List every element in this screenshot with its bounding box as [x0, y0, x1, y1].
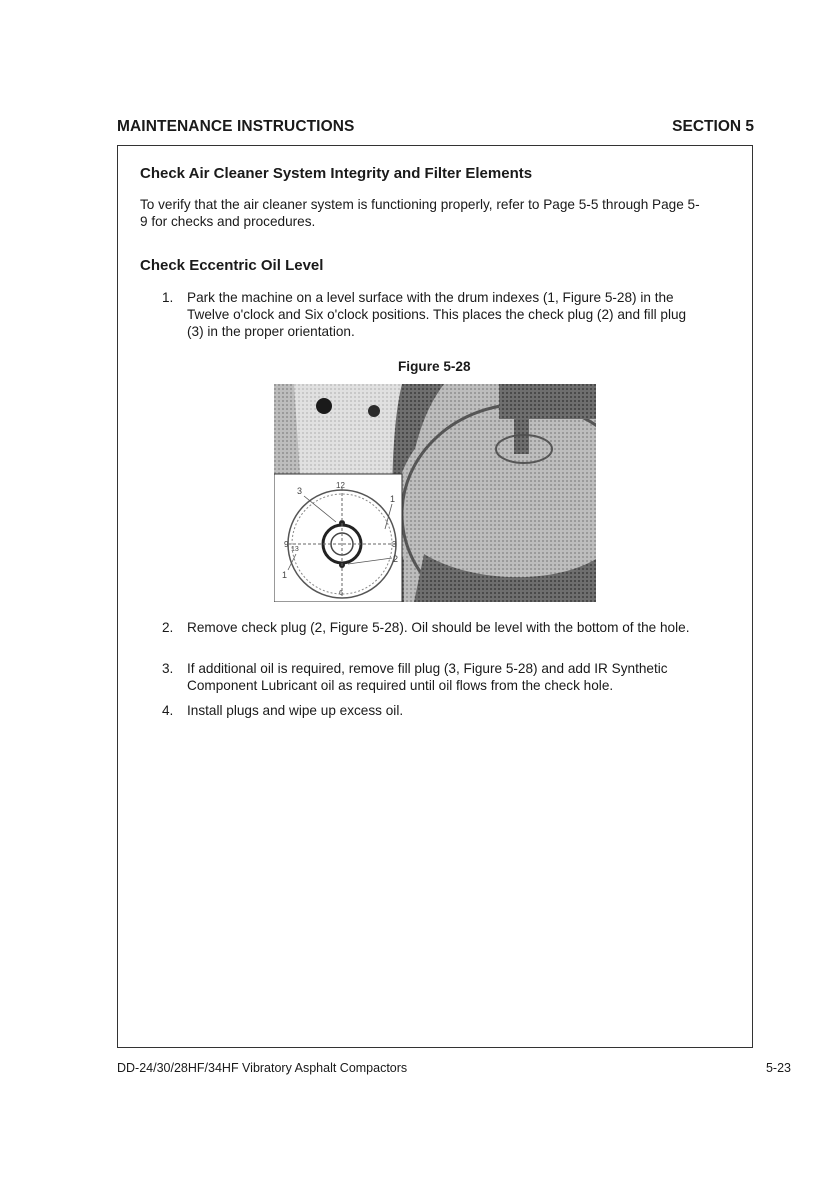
step-text: Park the machine on a level surface with the drum indexes (1, Figure 5-28) in the Twelve o'clock and Six o'clock positions. This places the check plug (2) and fill plug (3) in the proper orientation.	[187, 290, 687, 339]
step-text: If additional oil is required, remove fill plug (3, Figure 5-28) and add IR Synthetic Component Lubricant oil as required until oil flows from the check hole.	[187, 661, 668, 693]
footer-page-number: 5-23	[765, 1061, 791, 1075]
diagram-label-9: 9	[284, 540, 289, 549]
header-title: MAINTENANCE INSTRUCTIONS	[117, 118, 355, 135]
figure-photo	[274, 384, 596, 602]
diagram-label-3: 3	[392, 540, 397, 549]
section-heading-air-cleaner: Check Air Cleaner System Integrity and Filter Elements	[140, 165, 533, 182]
diagram-label-13: 13	[291, 546, 299, 553]
step-4	[162, 702, 702, 719]
section-body-air-cleaner: To verify that the air cleaner system is functioning properly, refer to Page 5-5 through Page 5-9 for checks and procedures.	[140, 197, 700, 229]
step-3	[162, 660, 702, 694]
diagram-label-12: 12	[336, 481, 345, 490]
step-number: 4.	[162, 703, 174, 718]
diagram-label-1-bottom: 1	[282, 570, 288, 580]
step-number: 3.	[162, 661, 174, 676]
footer-document-title: DD-24/30/28HF/34HF Vibratory Asphalt Compactors	[117, 1061, 408, 1075]
step-text: Remove check plug (2, Figure 5-28). Oil should be level with the bottom of the hole.	[187, 620, 690, 635]
step-number: 2.	[162, 620, 174, 635]
diagram-label-1-top: 1	[390, 494, 396, 504]
step-text: Install plugs and wipe up excess oil.	[187, 703, 404, 718]
section-heading-eccentric-oil: Check Eccentric Oil Level	[140, 257, 324, 274]
header-section: SECTION 5	[672, 118, 754, 135]
diagram-label-3-callout: 3	[297, 486, 303, 496]
diagram-label-6: 6	[339, 590, 343, 597]
step-number: 1.	[162, 290, 174, 305]
diagram-label-2: 2	[393, 554, 399, 564]
step-2	[162, 619, 702, 653]
step-1	[162, 289, 702, 340]
figure-title: Figure 5-28	[398, 359, 471, 374]
